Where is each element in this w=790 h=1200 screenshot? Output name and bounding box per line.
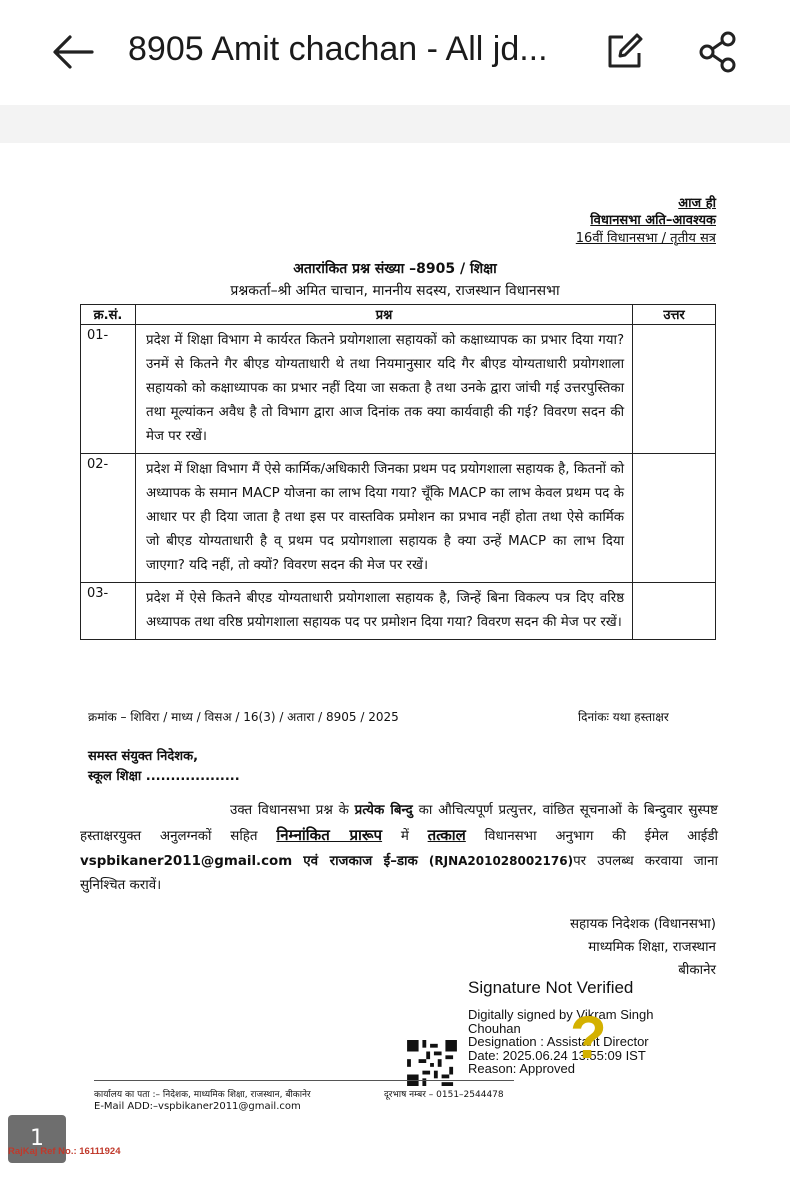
table-row: [81, 325, 716, 454]
row-answer: [633, 325, 716, 454]
signature-line: Chouhan: [468, 1020, 521, 1036]
share-button[interactable]: [696, 30, 740, 74]
column-header-answer: उत्तर: [633, 305, 716, 325]
signature-status: Signature Not Verified: [468, 978, 634, 997]
back-button[interactable]: [48, 30, 96, 74]
row-question: प्रदेश में ऐसे कितने बीएड योग्यताधारी प्रयोगशाला सहायक है, जिन्हें बिना विकल्प पत्र दिए वरिष्ठ अध्यापक तथा वरिष्ठ प्रयोगशाला सहायक पद पर प्रमोशन दिया गया? विवरण सदन की मेज पर रखें।: [135, 583, 632, 640]
signatory-line: माध्यमिक शिक्षा, राजस्थान: [588, 940, 716, 955]
footer-phone: दूरभाष नम्बर – 0151–2544478: [384, 1090, 504, 1100]
signatory-line: सहायक निदेशक (विधानसभा): [569, 917, 716, 932]
questions-table: [80, 304, 716, 640]
page-number-badge: 1: [8, 1115, 66, 1163]
row-question: प्रदेश में शिक्षा विभाग मे कार्यरत कितने प्रयोगशाला सहायकों को कक्षाध्यापक का प्रभार दिया गया? उनमें से कितने गैर बीएड योग्यताधारी थे तथा नियमानुसार यदि गैर बीएड योग्यताधारी प्रयोगशाला सहायको को कक्षाध्यापक का प्रभार नहीं दिया जा सकता है तथा उनके द्वारा जांची गई उत्तरपुस्तिका तथा मूल्यांकन अवैध है तो विभाग द्वारा आज दिनांक तक क्या कार्यवाही की गई? विवरण सदन की मेज पर रखें।: [135, 325, 632, 454]
table-header-row: [81, 305, 716, 325]
email-link[interactable]: vspbikaner2011@gmail.com: [80, 854, 293, 869]
questioner: प्रश्नकर्ता–श्री अमित चाचान, माननीय सदस्य, राजस्थान विधानसभा: [230, 283, 560, 299]
arrow-left-icon: [48, 30, 96, 74]
addressee-line-1: समस्त संयुक्त निदेशक,: [88, 749, 199, 764]
toolbar-separator: [0, 105, 790, 143]
column-header-question: प्रश्न: [135, 305, 632, 325]
footer-email: E-Mail ADD:–vspbikaner2011@gmail.com: [94, 1101, 301, 1112]
urgency-label: आज ही: [678, 196, 716, 211]
signature-line: Digitally signed by Vikram Singh: [468, 1007, 654, 1022]
addressee-line-2: स्कूल शिक्षा ...................: [88, 769, 240, 784]
column-header-sn: क्र.सं.: [81, 305, 136, 325]
table-row: [81, 454, 716, 583]
row-question: प्रदेश में शिक्षा विभाग मैं ऐसे कार्मिक/अधिकारी जिनका प्रथम पद प्रयोगशाला सहायक है, कितनों को अध्यापक के समान MACP योजना का लाभ दिया गया? चूँकि MACP का लाभ केवल प्रथम पद के आधार पर ही दिया जाता है तथा इस पर वास्तविक प्रमोशन का प्रभाव नहीं होता तथा ऐसे कार्मिक जो बीएड योग्यताधारी है व् प्रथम पद प्रयोगशाला सहायक है क्या उन्हें MACP का लाभ दिया जाएगा? यदि नहीं, तो क्यों? विवरण सदन की मेज पर रखें।: [135, 454, 632, 583]
row-sn: 02-: [81, 454, 136, 583]
signature-line: Designation : Assistant Director: [468, 1034, 649, 1049]
signature-line: Date: 2025.06.24 13:55:09 IST: [468, 1047, 646, 1063]
signature-line: Reason: Approved: [468, 1061, 575, 1076]
signatory-line: बीकानेर: [678, 963, 716, 978]
table-row: [81, 583, 716, 640]
rajkaj-reference: RajKaj Ref No.: 16111924: [8, 1146, 121, 1157]
edit-icon: [604, 32, 644, 72]
instruction-paragraph: उक्त विधानसभा प्रश्न के प्रत्येक बिन्दु का औचित्यपूर्ण प्रत्युत्तर, वांछित सूचनाओं के बिन्दुवार सुस्पष्ट हस्ताक्षरयुक्त अनुलग्नकों सहित निम्नांकित प्रारूप में तत्काल विधानसभा अनुभाग की ईमेल आईडी vspbikaner2011@gmail.com एवं राजकाज ई–डाक (RJNA201028002176)पर उपलब्ध करवाया जाना सुनिश्चित करावें।: [80, 803, 719, 893]
reference-number: क्रमांक – शिविरा / माध्य / विसअ / 16(3) / अतारा / 8905 / 2025: [88, 710, 399, 724]
footer-divider: [94, 1080, 514, 1081]
session-label: 16वीं विधानसभा / तृतीय सत्र: [575, 231, 716, 246]
row-sn: 03-: [81, 583, 136, 640]
edit-button[interactable]: [604, 32, 644, 72]
date-line: दिनांकः यथा हस्ताक्षर: [578, 710, 669, 724]
signatory-block: [570, 913, 716, 982]
app-toolbar: [0, 0, 790, 105]
signature-question-icon: ?: [570, 1004, 607, 1071]
assembly-urgent-label: विधानसभा अति–आवश्यक: [590, 213, 716, 228]
row-answer: [633, 583, 716, 640]
document-page: [0, 143, 790, 1200]
footer-address: कार्यालय का पता :– निदेशक, माध्यमिक शिक्षा, राजस्थान, बीकानेर: [94, 1090, 311, 1100]
document-title: 8905 Amit chachan - All jd...: [128, 30, 548, 68]
row-sn: 01-: [81, 325, 136, 454]
question-number: अतारांकित प्रश्न संख्या –8905 / शिक्षा: [293, 261, 497, 277]
share-icon: [696, 30, 740, 74]
row-answer: [633, 454, 716, 583]
